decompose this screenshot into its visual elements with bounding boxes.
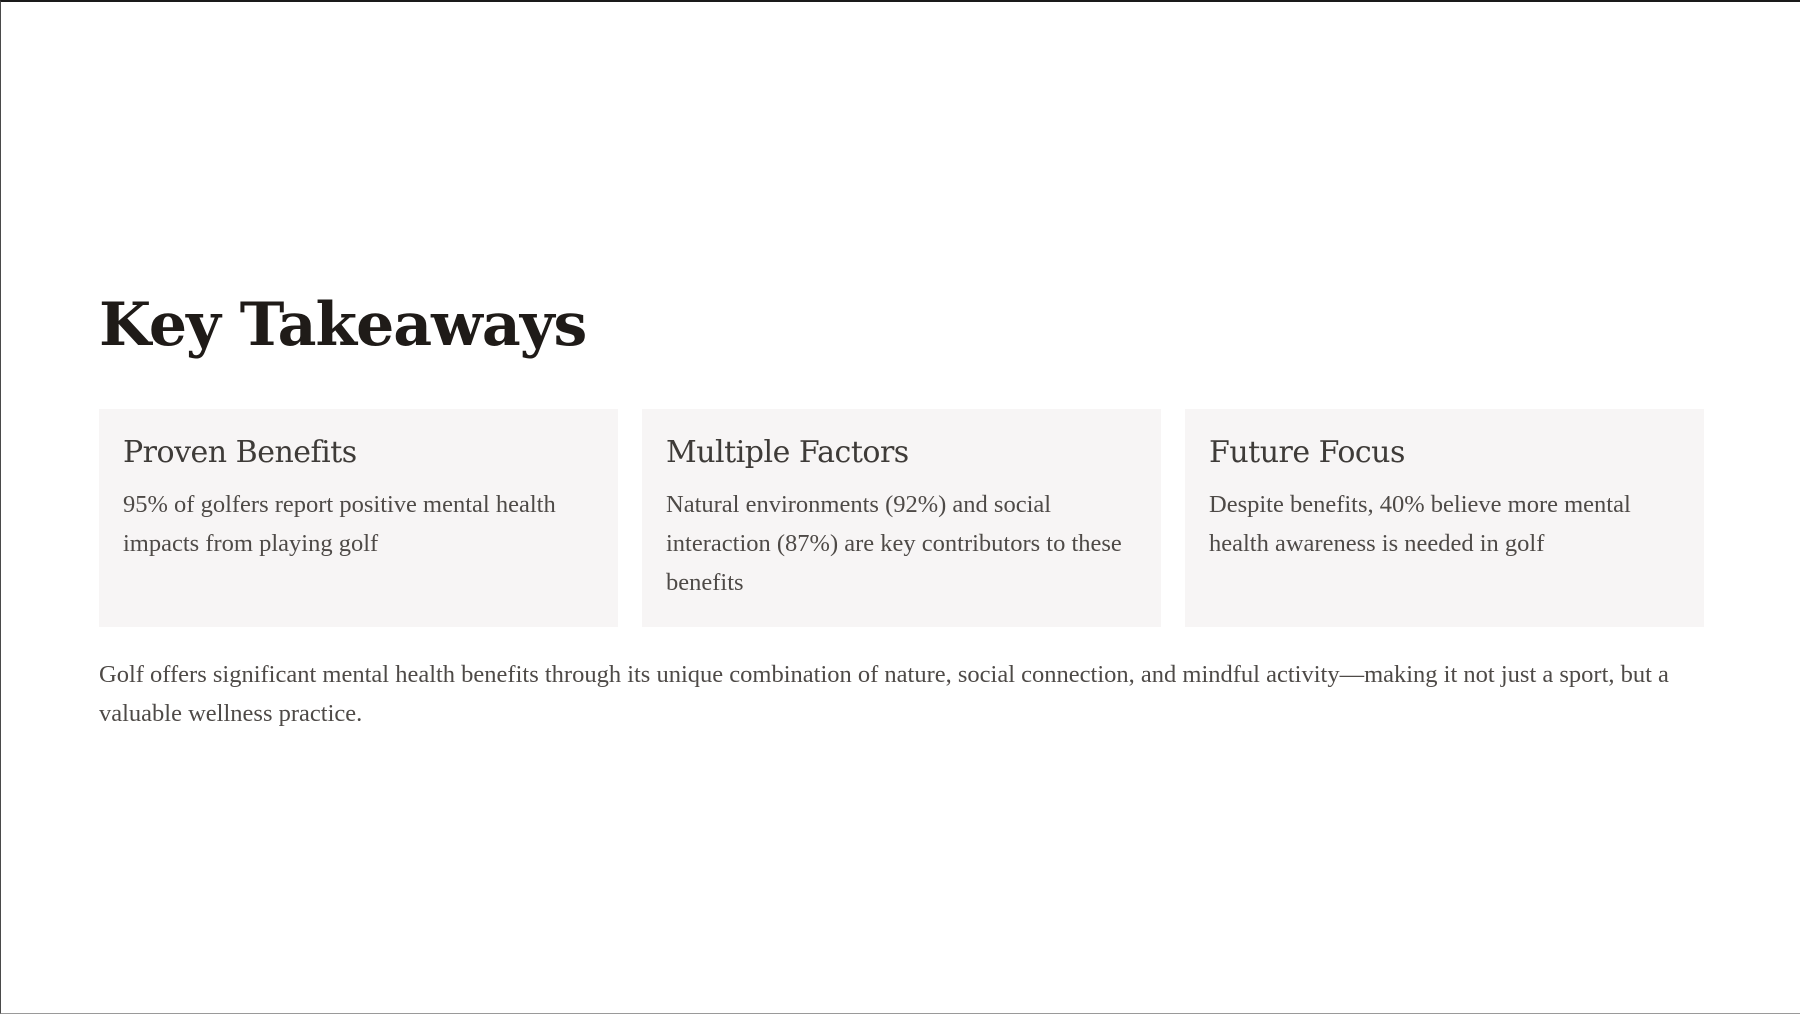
card-heading: Proven Benefits [123,435,357,470]
card-text: Natural environments (92%) and social interaction (87%) are key contributors to these benefits [666,491,1122,596]
card-future-focus [1185,409,1704,627]
card-text: Despite benefits, 40% believe more mental health awareness is needed in golf [1209,491,1631,557]
card-proven-benefits [99,409,618,627]
takeaway-cards [99,409,1704,627]
slide-title: Key Takeaways [99,290,587,360]
card-heading: Future Focus [1209,435,1405,470]
conclusion-text: Golf offers significant mental health benefits through its unique combination of nature, social connection, and mindful activity—making it not just a sport, but a valuable wellness practice. [99,661,1669,727]
card-heading: Multiple Factors [666,435,909,470]
card-text: 95% of golfers report positive mental health impacts from playing golf [123,491,556,557]
card-multiple-factors [642,409,1161,627]
